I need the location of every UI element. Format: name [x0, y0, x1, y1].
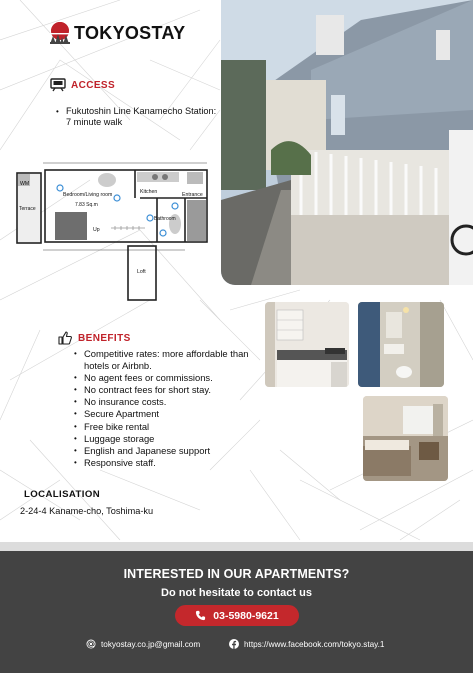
list-item: • No contract fees for short stay.: [74, 384, 211, 396]
list-item: • No agent fees or commissions.: [74, 372, 213, 384]
list-item: • Responsive staff.: [74, 456, 156, 468]
access-title: ACCESS: [71, 79, 116, 91]
kitchen-photo: [265, 302, 349, 387]
brand-logo: [50, 22, 185, 44]
facebook-url: https://www.facebook.com/tokyo.stay.1: [244, 639, 385, 649]
train-station-icon: [50, 78, 66, 92]
room-kitchen: Kitchen: [140, 189, 158, 195]
phone-number: 03-5980-9621: [213, 609, 279, 622]
access-item: [56, 106, 221, 128]
phone-button[interactable]: [175, 605, 299, 626]
facebook-link[interactable]: [229, 639, 384, 649]
footer-divider: [0, 542, 473, 551]
address: 2-24-4 Kaname-cho, Toshima-ku: [20, 506, 154, 516]
email-address: tokyostay.co.jp@gmail.com: [101, 639, 201, 649]
list-item: • Competitive rates: more affordable than hotels or Airbnb.: [74, 348, 249, 372]
phone-icon: [195, 610, 206, 621]
benefits-heading: [58, 331, 131, 345]
brand-name: TOKYOSTAY: [74, 22, 186, 43]
list-item: • Secure Apartment: [74, 408, 160, 420]
list-item: • Free bike rental: [74, 420, 150, 432]
bathroom-photo: [358, 302, 444, 387]
thumbs-up-icon: [58, 331, 72, 345]
access-heading: [50, 78, 115, 92]
list-item: • English and Japanese support: [74, 444, 211, 456]
list-item: • Luggage storage: [74, 432, 155, 444]
floor-plan: [15, 158, 215, 303]
room-bathroom: Bathroom: [154, 216, 176, 222]
room-up: Up: [93, 227, 100, 233]
room-wm: WM: [20, 181, 30, 187]
room-entrance: Entrance: [182, 192, 203, 198]
benefits-list: [74, 348, 254, 469]
bedroom-photo: [363, 396, 448, 481]
localisation-heading: LOCALISATION: [24, 489, 101, 500]
benefits-title: BENEFITS: [78, 332, 131, 344]
facebook-icon: [229, 639, 239, 649]
room-bedroom: Bedroom/Living room: [63, 192, 113, 198]
footer-title: INTERESTED IN OUR APARTMENTS?: [123, 567, 350, 581]
access-item-text: Fukutoshin Line Kanamecho Station: 7 minute walk: [66, 106, 217, 127]
building-photo: [221, 0, 473, 285]
list-item: • No insurance costs.: [74, 396, 167, 408]
room-loft: Loft: [137, 269, 146, 275]
email-link[interactable]: [86, 639, 200, 649]
at-sign-icon: [86, 639, 96, 649]
bullet: •: [56, 107, 59, 116]
footer-subtitle: Do not hesitate to contact us: [161, 587, 312, 599]
room-area: 7.83 Sq.m: [75, 202, 98, 208]
room-terrace: Terrace: [19, 206, 36, 212]
tokyostay-logo-icon: [50, 22, 70, 44]
